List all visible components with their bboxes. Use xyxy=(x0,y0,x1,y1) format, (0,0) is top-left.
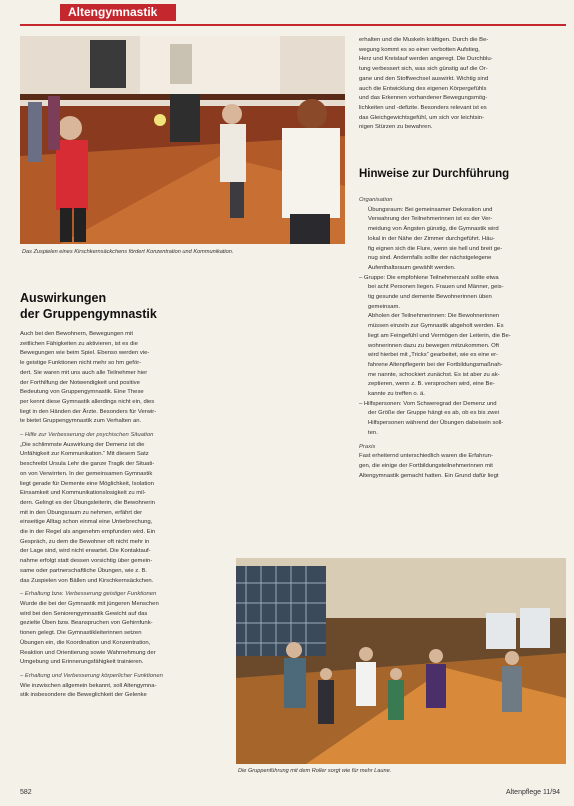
right-line: tung verbessert sich, was sich günstig auf die Or- xyxy=(359,66,488,73)
article-title-line-1: Auswirkungen xyxy=(20,291,107,305)
right-line: wegung kommt es so einer verbotten Aufstieg, xyxy=(359,46,480,53)
bullet-line: das Zuspielen von Bällen und Kirschkernsäckchen. xyxy=(20,577,154,584)
bullet-line: dern. Gelingt es der Übungsleiterin, die Bewohnerin xyxy=(20,499,155,506)
org-line: Verwahrung der Teilnehmerinnen ist es der Ver- xyxy=(368,216,493,223)
right-line: auch die Entwicklung des eigenen Körpergefühls xyxy=(359,85,487,92)
bullet-line: tionen gelegt. Die Gymnastikleiterinnen setzen xyxy=(20,630,142,637)
right-line: gane und den Stoffwechsel auswirkt. Wichtig sind xyxy=(359,75,489,82)
intro-line: le geistige Funktionen nicht mehr so hm geför- xyxy=(20,360,142,367)
gruppe-line: liegt am Feingefühl und Vermögen der Leiterin, die Be- xyxy=(368,332,511,339)
bullet-line: liegt gerade für Demente eine Möglichkeit, Isolation xyxy=(20,480,154,487)
right-line: das Gleichgewichtsgefühl, um sich vor leichtsin- xyxy=(359,114,485,121)
bullet-heading: – Hilfe zur Verbesserung der psychischen Situation xyxy=(20,432,154,439)
gruppe-line: bei acht Personen liegen. Frauen und Männer, geis- xyxy=(368,284,504,291)
bullet-line: „Die schlimmste Auswirkung der Demenz ist die xyxy=(20,441,145,448)
bullet-heading: – Erhaltung und Verbesserung körperlicher Funktionen xyxy=(20,672,163,679)
intro-line: Bewegungen wie beim Spiel. Ebenso werden vie- xyxy=(20,350,150,357)
section-title: Hinweise zur Durchführung xyxy=(359,168,510,180)
gruppe-line: kannte zu treffen o. ä. xyxy=(368,391,425,398)
bullet-line: Umgebung und Erinnerungsfähigkeit trainieren. xyxy=(20,659,144,666)
helfer-line: der Größe der Gruppe hängt es ab, ob es bis zwei xyxy=(368,410,499,417)
helfer-line: Hilfspersonen während der Übungen dabeisein soll- xyxy=(368,420,504,427)
intro-line: dert. Sie waren mit uns auch alle Teilnehmer hier xyxy=(20,369,148,376)
right-line: und das Erkennen vorhandener Bewegungsmög- xyxy=(359,95,488,102)
gruppe-line: fahrene Altenpflegerin bei der Fortbildungsmaßnah- xyxy=(368,361,503,368)
bullet-line: die in der Regel als angenehm empfunden wird. Ein xyxy=(20,529,156,536)
gruppe-line: wird hierbei mit „Tricks“ gearbeitet, wie es eine er- xyxy=(368,352,499,359)
right-line: nigen Stürzen zu bewahren. xyxy=(359,124,433,131)
org-line: nug sind. Andernfalls sollte der nächstgelegene xyxy=(368,255,492,262)
org-line: Aufenthaltsraum gewählt werden. xyxy=(368,264,456,271)
bullet-line: beschreibt Ursula Lehr die ganze Tragik der Situati- xyxy=(20,461,155,468)
gruppe-line: – Gruppe: Die empfohlene Teilnehmerzahl sollte etwa xyxy=(359,274,499,281)
intro-line: liegt in den Händen der Ärzte. Besonders für Verwir- xyxy=(20,408,157,415)
right-column-top-text xyxy=(359,36,564,140)
bullet-line: same oder partnerschaftliche Übungen, wie z. B. xyxy=(20,567,148,574)
section-header: Altengymnastik xyxy=(60,4,176,21)
bullet-line: on von Verwirrten. In der gemeinsamen Gymnastik xyxy=(20,470,153,477)
bullet-line: stik insbesondere die Beweglichkeit der Gelenke xyxy=(20,692,147,699)
photo-caption-1: Das Zuspielen eines Kirschkernsäckchens fördert Konzentration und Kommunikation. xyxy=(22,249,234,255)
journal-issue: Altenpflege 11/94 xyxy=(506,789,560,796)
article-title xyxy=(20,291,157,322)
praxis-line: gen, die einige der Fortbildungsteilnehmerinnen mit xyxy=(359,462,493,469)
bullet-line: gezielte Üben bzw. Beanspruchen von Gehirnfunk- xyxy=(20,620,153,627)
photo-caption-2: Die Gruppenführung mit dem Roller sorgt wie für mehr Laune. xyxy=(238,768,392,774)
article-title-line-2: der Gruppengymnastik xyxy=(20,306,157,321)
bullet-line: wird bei den Seniorengymnastik Gewicht auf das xyxy=(20,610,148,617)
left-column-text xyxy=(20,330,198,785)
right-line: lichkeiten und -defizite. Besonders relevant ist es xyxy=(359,104,487,111)
bullet-line: nahme erfolgt statt dessen vorsichtig über gemein- xyxy=(20,558,153,565)
org-line: Übungsraum: Bei gemeinsamer Dekoration und xyxy=(368,206,493,213)
subheading: Praxis xyxy=(359,443,376,450)
gruppe-line: gemeinsam. xyxy=(368,303,401,310)
bullet-line: Wie inzwischen allgemein bekannt, soll Altengymna- xyxy=(20,682,157,689)
bullet-line: Wurde die bei der Gymnastik mit jüngeren Menschen xyxy=(20,600,159,607)
gruppe-line: zeptieren, wenn z. B. versprochen wird, eine Be- xyxy=(368,381,495,388)
intro-line: per kennt diese Gymnastik allerdings nicht ein, dies xyxy=(20,398,155,405)
right-line: erhalten und die Muskeln kräftigen. Durch die Be- xyxy=(359,37,489,43)
gruppe-line: Abholen der Teilnehmerinnen: Die Bewohnerinnen xyxy=(368,313,500,320)
gruppe-line: tig gesunde und demente Bewohnerinnen üben xyxy=(368,294,492,301)
bullet-line: Unfähigkeit zur Kommunikation.“ Mit diesem Satz xyxy=(20,451,149,458)
org-line: lokal in der Nähe der Zimmer durchgeführt. Häu- xyxy=(368,235,495,242)
bullet-line: Einsamkeit und Kommunikationslosigkeit zu mil- xyxy=(20,490,146,497)
org-line: fig eignen sich die Flure, wenn sie hell und breit ge- xyxy=(368,245,503,252)
helfer-line: – Hilfspersonen: Vom Schweregrad der Demenz und xyxy=(359,400,497,407)
header-rule xyxy=(20,24,566,26)
bullet-line: Gespräch, zu dem die Bewohner oft nicht mehr in xyxy=(20,538,150,545)
bullet-line: Reaktion und Orientierung sowie Wahrnehmung der xyxy=(20,649,156,656)
page-number: 582 xyxy=(20,789,32,796)
bullet-line: Übungen ein, die Koordination und Konzentration, xyxy=(20,639,151,646)
org-line: meidung von Ängsten günstig, die Gymnastik wird xyxy=(368,226,499,233)
gruppe-line: wohnerinnen dazu zu bewegen mitzukommen. Oft xyxy=(368,342,499,349)
intro-line: zeitlichen Fähigkeiten zu aktivieren, ist es die xyxy=(20,340,138,347)
intro-line: der Forthilfung der Notwendigkeit und positive xyxy=(20,379,140,386)
intro-line: Bedeutung von Gruppengymnastik. Eine These xyxy=(20,389,144,396)
gruppe-line: me nannte, schockiert zunächst. Es ist aber zu ak- xyxy=(368,371,500,378)
praxis-line: Altengymnastik gemacht hatten. Ein Grund dafür liegt xyxy=(359,472,499,479)
photo-ball-game xyxy=(20,36,345,244)
bullet-line: mit in den Übungsraum zu nehmen, erfährt der xyxy=(20,509,143,516)
bullet-line: einseitige Alltag schon einmal eine Unterbrechung, xyxy=(20,519,153,526)
subheading: Organisation xyxy=(359,197,393,203)
bullet-heading: – Erhaltung bzw. Verbesserung geistiger Funktionen xyxy=(20,591,157,598)
gruppe-line: müssen einzeln zur Gymnastik abgeholt werden. Es xyxy=(368,323,504,330)
helfer-line: ten. xyxy=(368,429,378,436)
bullet-line: der Lage sind, wird nicht erwartet. Die Kontaktauf- xyxy=(20,548,151,555)
praxis-line: Fast erheiternd unterschiedlich waren die Erfahrun- xyxy=(359,453,493,460)
right-column-text xyxy=(359,196,564,546)
intro-line: Auch bei den Bewohnern, Bewegungen mit xyxy=(20,331,133,337)
intro-line: te bietet Gruppengymnastik zum Verhalten an. xyxy=(20,418,142,425)
photo-group-walk xyxy=(236,558,566,764)
right-line: Herz und Kreislauf werden angeregt. Die Durchblu- xyxy=(359,56,493,63)
